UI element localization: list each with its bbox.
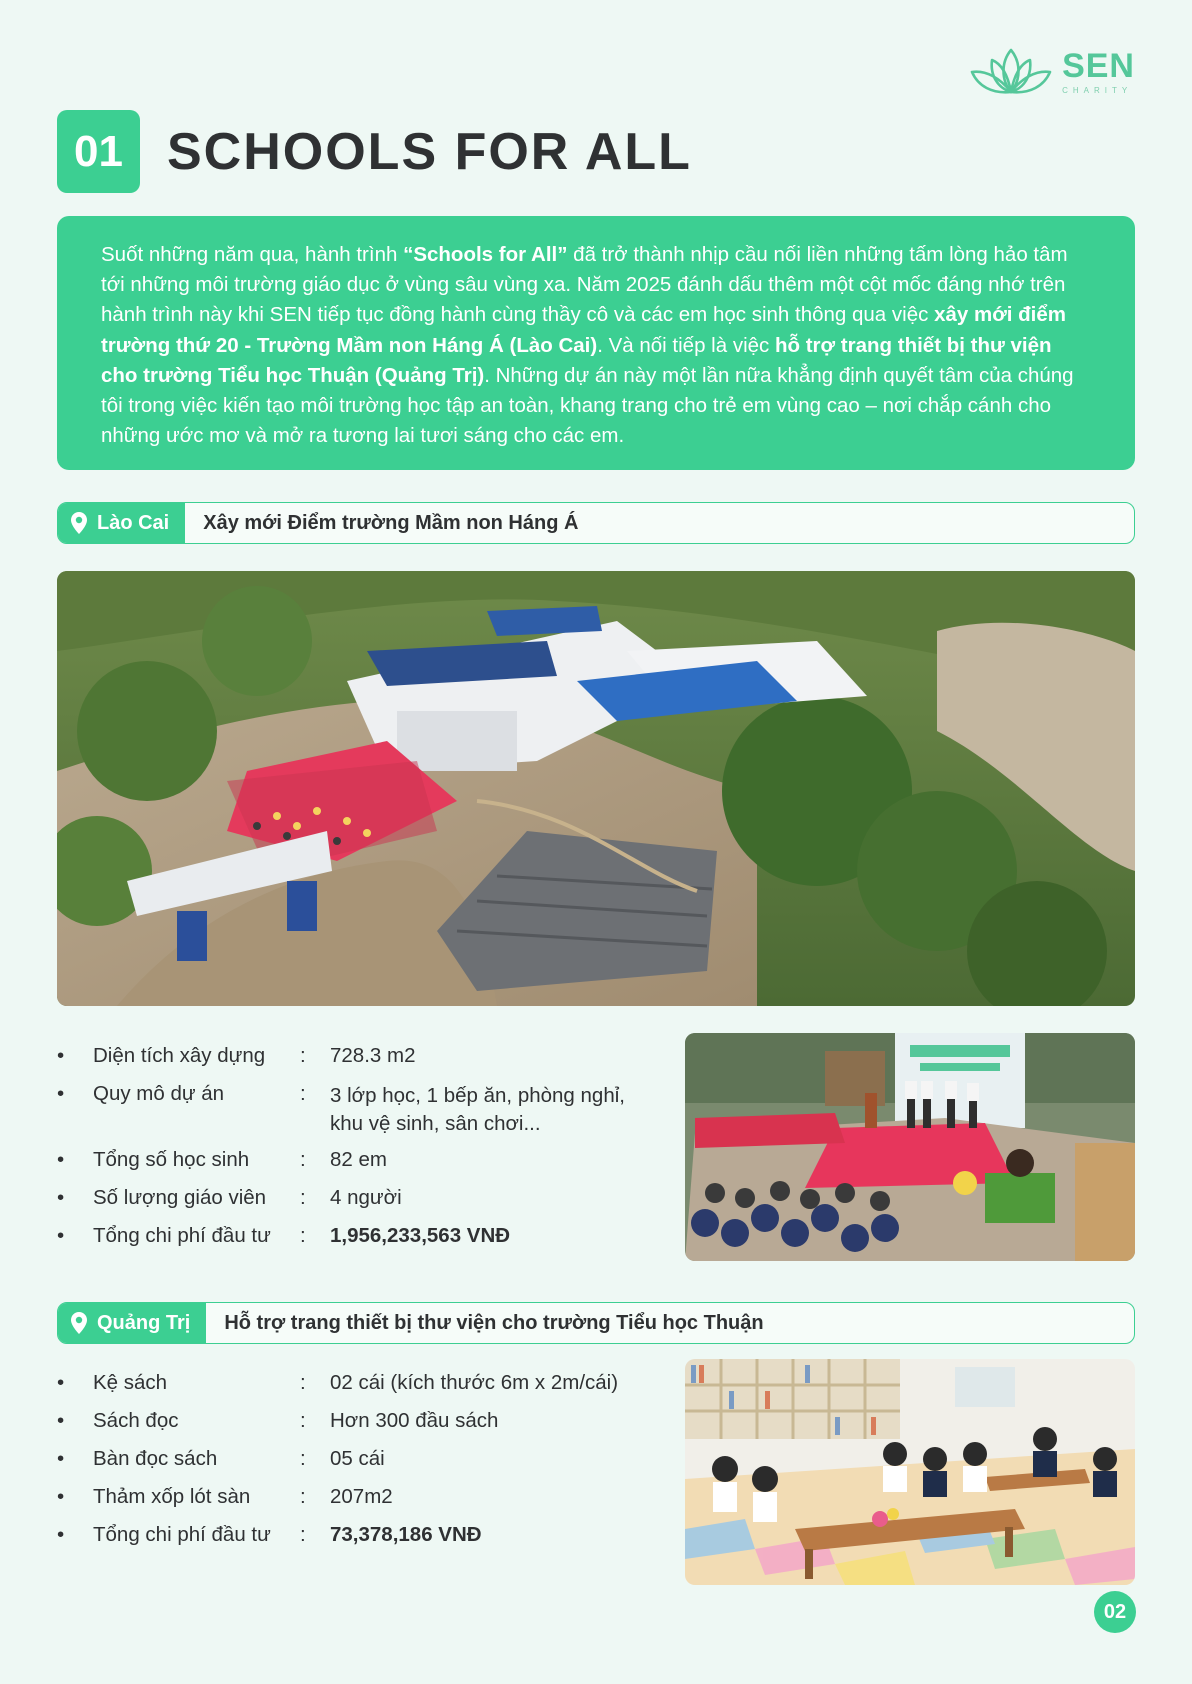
location-bar-lao-cai	[57, 502, 1135, 544]
map-pin-icon	[70, 511, 88, 535]
stat-label: Diện tích xây dựng	[93, 1044, 266, 1067]
stat-row	[57, 1044, 657, 1082]
bullet: •	[57, 1148, 65, 1171]
stat-label: Sách đọc	[93, 1409, 179, 1432]
bullet: •	[57, 1485, 65, 1508]
project2-stats	[57, 1371, 657, 1561]
intro-paragraph	[101, 240, 1091, 451]
stat-value-line: 3 lớp học, 1 bếp ăn, phòng nghỉ,	[330, 1084, 625, 1107]
colon: :	[300, 1409, 306, 1432]
stat-value: 207m2	[330, 1485, 393, 1508]
bullet: •	[57, 1044, 65, 1067]
stat-row	[57, 1371, 657, 1409]
stat-value-total: 73,378,186 VNĐ	[330, 1523, 482, 1546]
intro-highlight: “Schools for All”	[403, 243, 568, 266]
stat-row	[57, 1485, 657, 1523]
bullet: •	[57, 1082, 65, 1105]
intro-text: đã trở thành nhịp cầu nối liền những tấm lòng hảo tâm tới những môi trường giáo dục ở vùng sâu vùng xa. Năm 2025 đánh dấu thêm một cột mốc đáng nhớ trên hành trình này khi SEN tiếp tục đồng hành cùng thầy cô và các em học sinh thông qua việc	[101, 243, 1068, 327]
logo-subtitle: CHARITY	[1062, 86, 1133, 95]
stat-row	[57, 1409, 657, 1447]
stat-label: Số lượng giáo viên	[93, 1186, 267, 1209]
colon: :	[300, 1044, 306, 1067]
stat-value: 02 cái (kích thước 6m x 2m/cái)	[330, 1371, 619, 1394]
stat-label: Thảm xốp lót sàn	[93, 1485, 251, 1508]
colon: :	[300, 1485, 306, 1508]
bullet: •	[57, 1224, 65, 1247]
bullet: •	[57, 1371, 65, 1394]
logo-name: SEN	[1062, 47, 1135, 85]
bullet: •	[57, 1447, 65, 1470]
project-title: Xây mới Điểm trường Mầm non Háng Á	[203, 511, 579, 534]
colon: :	[300, 1371, 306, 1394]
location-bar-quang-tri	[57, 1302, 1135, 1344]
intro-text: Suốt những năm qua, hành trình	[101, 243, 404, 266]
section-number: 01	[57, 110, 140, 193]
stat-label: Bàn đọc sách	[93, 1447, 218, 1470]
project1-stats	[57, 1044, 657, 1262]
stat-label: Tổng số học sinh	[93, 1148, 250, 1171]
map-pin-icon	[70, 1311, 88, 1335]
stat-row	[57, 1224, 657, 1262]
colon: :	[300, 1447, 306, 1470]
project-title: Hỗ trợ trang thiết bị thư viện cho trường Tiểu học Thuận	[224, 1311, 764, 1334]
stat-label: Quy mô dự án	[93, 1082, 225, 1105]
colon: :	[300, 1148, 306, 1171]
stat-row	[57, 1447, 657, 1485]
stat-value	[330, 1082, 657, 1148]
ceremony-photo	[685, 1033, 1135, 1261]
page-number: 02	[1094, 1591, 1136, 1633]
school-aerial-photo	[57, 571, 1135, 1006]
intro-text: . Và nối tiếp là việc	[597, 333, 775, 357]
stat-value-total: 1,956,233,563 VNĐ	[330, 1224, 511, 1247]
stat-row	[57, 1523, 657, 1561]
stat-row	[57, 1082, 657, 1148]
intro-box	[57, 216, 1135, 470]
stat-row	[57, 1186, 657, 1224]
stat-label: Tổng chi phí đầu tư	[93, 1224, 271, 1247]
location-name: Lào Cai	[97, 511, 170, 534]
location-tag	[58, 503, 185, 543]
stat-value: 82 em	[330, 1148, 387, 1171]
stat-value: Hơn 300 đầu sách	[330, 1409, 499, 1432]
colon: :	[300, 1523, 306, 1546]
section-title: SCHOOLS FOR ALL	[167, 123, 692, 181]
intro-highlight: hỗ trợ trang thiết bị thư viện cho trường Tiểu học Thuận (Quảng Trị)	[101, 333, 1052, 387]
stat-value-line: khu vệ sinh, sân chơi...	[330, 1112, 541, 1135]
stat-value: 4 người	[330, 1186, 402, 1209]
lotus-icon	[968, 46, 1054, 98]
intro-highlight: xây mới điểm trường thứ 20 - Trường Mầm non Háng Á (Lào Cai)	[101, 303, 1067, 357]
stat-value: 05 cái	[330, 1447, 385, 1470]
location-name: Quảng Trị	[97, 1311, 191, 1334]
colon: :	[300, 1186, 306, 1209]
colon: :	[300, 1082, 306, 1105]
stat-label: Kệ sách	[93, 1371, 168, 1394]
bullet: •	[57, 1186, 65, 1209]
stat-value: 728.3 m2	[330, 1044, 416, 1067]
stat-row	[57, 1148, 657, 1186]
sen-charity-logo	[968, 46, 1135, 98]
intro-text: . Những dự án này một lần nữa khẳng định quyết tâm của chúng tôi trong việc kiến tạo môi trường học tập an toàn, khang trang cho trẻ em vùng cao – nơi chắp cánh cho những ước mơ và mở ra tương lai tươi sáng cho các em.	[101, 363, 1074, 448]
stat-label: Tổng chi phí đầu tư	[93, 1523, 271, 1546]
bullet: •	[57, 1409, 65, 1432]
colon: :	[300, 1224, 306, 1247]
library-photo	[685, 1359, 1135, 1585]
location-tag	[58, 1303, 206, 1343]
bullet: •	[57, 1523, 65, 1546]
